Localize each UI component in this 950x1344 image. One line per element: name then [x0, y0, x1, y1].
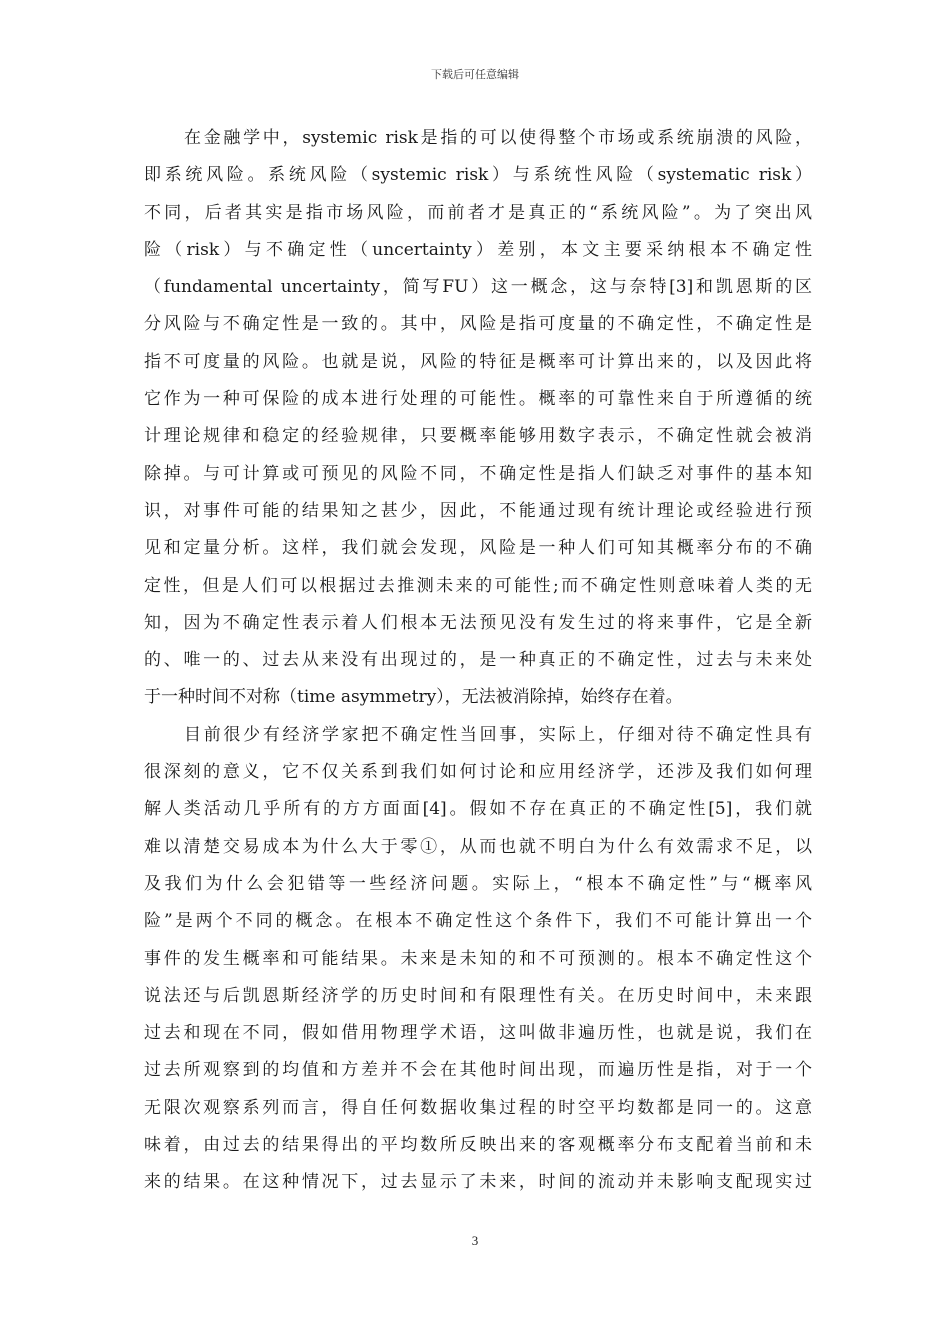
text-line: 除掉。与可计算或可预见的风险不同，不确定性是指人们缺乏对事件的基本知 — [144, 463, 812, 484]
text-line: 无限次观察系列而言，得自任何数据收集过程的时空平均数都是同一的。这意 — [144, 1097, 812, 1118]
text-line: 目前很少有经济学家把不确定性当回事，实际上，仔细对待不确定性具有 — [184, 724, 812, 745]
text-line: 险（risk）与不确定性（uncertainty）差别，本文主要采纳根本不确定性 — [144, 239, 812, 260]
text-line: 说法还与后凯恩斯经济学的历史时间和有限理性有关。在历史时间中，未来跟 — [144, 985, 812, 1006]
page-number: 3 — [471, 1233, 479, 1248]
text-line: 解人类活动几乎所有的方方面面[4]。假如不存在真正的不确定性[5]，我们就 — [144, 799, 812, 820]
text-line: 难以清楚交易成本为什么大于零①，从而也就不明白为什么有效需求不足，以 — [144, 836, 812, 857]
text-line: 很深刻的意义，它不仅关系到我们如何讨论和应用经济学，还涉及我们如何理 — [144, 762, 812, 783]
page-header: 下载后可任意编辑 — [431, 68, 519, 81]
text-line: 在金融学中，systemic risk是指的可以使得整个市场或系统崩溃的风险， — [184, 128, 812, 148]
text-line: 分风险与不确定性是一致的。其中，风险是指可度量的不确定性，不确定性是 — [144, 314, 812, 335]
text-line: 计理论规律和稳定的经验规律，只要概率能够用数字表示，不确定性就会被消 — [144, 426, 812, 447]
text-line: （fundamental uncertainty，简写FU）这一概念，这与奈特[3]和凯恩斯的区 — [144, 277, 812, 298]
text-line: 及我们为什么会犯错等一些经济问题。实际上，“根本不确定性”与“概率风 — [144, 873, 812, 894]
text-line: 指不可度量的风险。也就是说，风险的特征是概率可计算出来的，以及因此将 — [144, 351, 812, 372]
text-line: 过去和现在不同，假如借用物理学术语，这叫做非遍历性，也就是说，我们在 — [144, 1023, 812, 1044]
text-line: 识，对事件可能的结果知之甚少，因此，不能通过现有统计理论或经验进行预 — [144, 500, 812, 521]
text-line: 事件的发生概率和可能结果。未来是未知的和不可预测的。根本不确定性这个 — [144, 948, 812, 969]
text-line: 不同，后者其实是指市场风险，而前者才是真正的“系统风险”。为了突出风 — [144, 202, 812, 223]
text-line: 它作为一种可保险的成本进行处理的可能性。概率的可靠性来自于所遵循的统 — [144, 389, 812, 410]
text-line: 于一种时间不对称（time asymmetry），无法被消除掉，始终存在着。 — [144, 687, 683, 708]
text-line: 过去所观察到的均值和方差并不会在其他时间出现，而遍历性是指，对于一个 — [144, 1060, 812, 1081]
text-line: 来的结果。在这种情况下，过去显示了未来，时间的流动并未影响支配现实过 — [144, 1172, 812, 1193]
text-line: 定性，但是人们可以根据过去推测未来的可能性;而不确定性则意味着人类的无 — [144, 575, 812, 596]
text-line: 见和定量分析。这样，我们就会发现，风险是一种人们可知其概率分布的不确 — [144, 538, 812, 559]
body-text — [144, 120, 812, 1202]
text-line: 味着，由过去的结果得出的平均数所反映出来的客观概率分布支配着当前和未 — [144, 1135, 812, 1156]
text-line: 知，因为不确定性表示着人们根本无法预见没有发生过的将来事件，它是全新 — [144, 612, 812, 633]
text-line: 即系统风险。系统风险（systemic risk）与系统性风险（systematic risk） — [144, 165, 812, 186]
text-line: 险”是两个不同的概念。在根本不确定性这个条件下，我们不可能计算出一个 — [144, 911, 812, 932]
text-line: 的、唯一的、过去从来没有出现过的，是一种真正的不确定性，过去与未来处 — [144, 650, 812, 671]
